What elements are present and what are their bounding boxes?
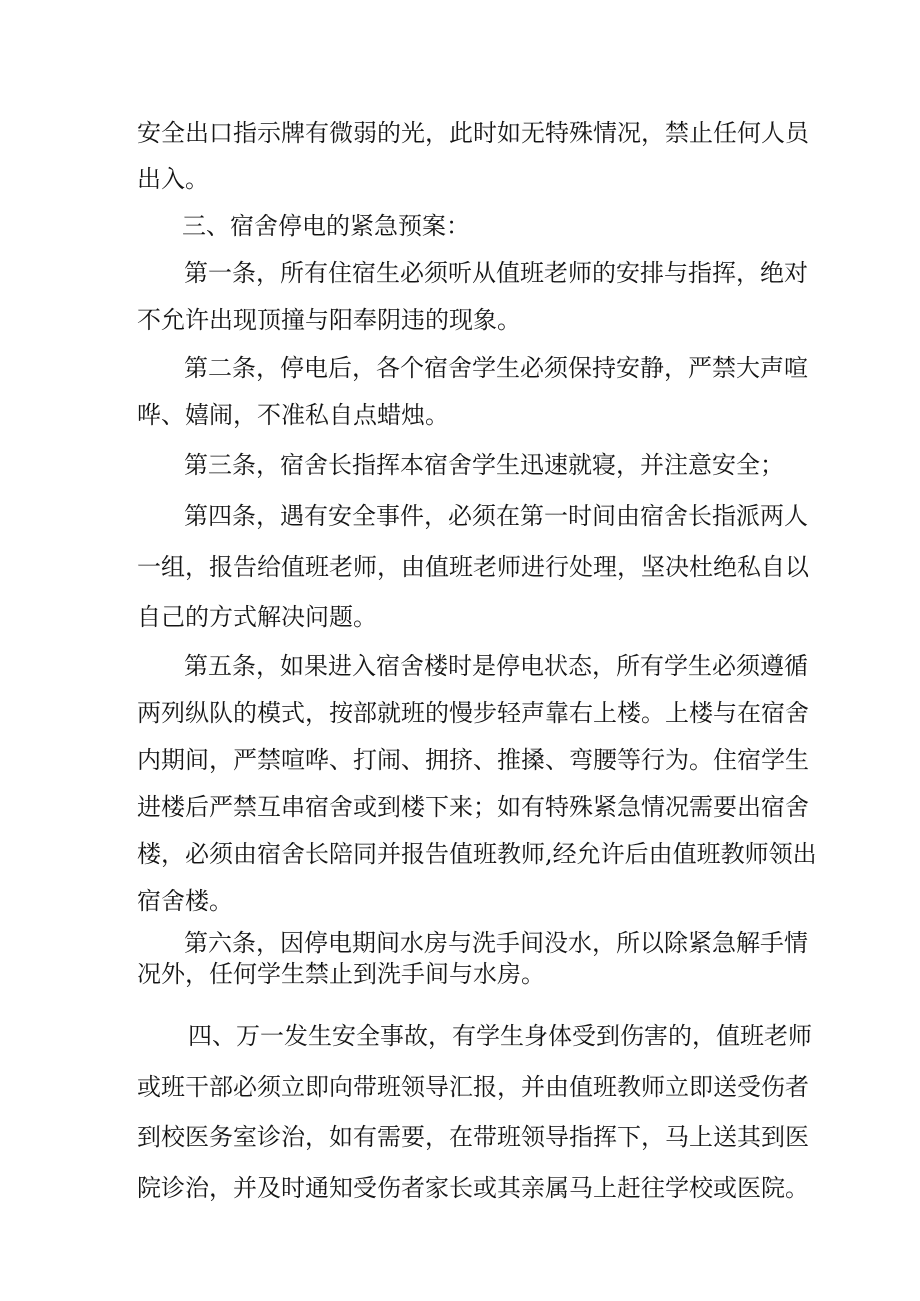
- paragraph-line: 第六条，因停电期间水房与洗手间没水，所以除紧急解手情: [184, 929, 808, 957]
- paragraph-line: 第一条，所有住宿生必须听从值班老师的安排与指挥，绝对: [184, 259, 808, 287]
- paragraph-line: 安全出口指示牌有微弱的光，此时如无特殊情况，禁止任何人员: [137, 119, 809, 147]
- paragraph-line: 第二条，停电后，各个宿舍学生必须保持安静，严禁大声喧: [184, 354, 808, 382]
- paragraph-line: 第四条，遇有安全事件，必须在第一时间由宿舍长指派两人: [184, 502, 808, 530]
- paragraph-line: 两列纵队的模式，按部就班的慢步轻声靠右上楼。上楼与在宿舍: [137, 699, 809, 727]
- paragraph-line: 楼，必须由宿舍长陪同并报告值班教师,经允许后由值班教师领出: [137, 840, 817, 868]
- paragraph-line: 或班干部必须立即向带班领导汇报，并由值班教师立即送受伤者: [137, 1073, 809, 1101]
- paragraph-line: 哗、嬉闹，不准私自点蜡烛。: [137, 401, 449, 429]
- section-heading: 四、万一发生安全事故，有学生身体受到伤害的，值班老师: [188, 1022, 812, 1050]
- paragraph-line: 宿舍楼。: [137, 887, 233, 915]
- paragraph-line: 第三条，宿舍长指挥本宿舍学生迅速就寝，并注意安全；: [184, 451, 784, 479]
- paragraph-line: 一组，报告给值班老师，由值班老师进行处理，坚决杜绝私自以: [137, 553, 809, 581]
- paragraph-line: 出入。: [137, 165, 209, 193]
- paragraph-line: 况外，任何学生禁止到洗手间与水房。: [137, 960, 545, 988]
- paragraph-line: 到校医务室诊治，如有需要，在带班领导指挥下，马上送其到医: [137, 1123, 809, 1151]
- paragraph-line: 院诊治，并及时通知受伤者家长或其亲属马上赶往学校或医院。: [137, 1174, 809, 1202]
- paragraph-line: 不允许出现顶撞与阳奉阴违的现象。: [137, 306, 521, 334]
- paragraph-line: 内期间，严禁喧哗、打闹、拥挤、推搡、弯腰等行为。住宿学生: [137, 746, 809, 774]
- paragraph-line: 进楼后严禁互串宿舍或到楼下来；如有特殊紧急情况需要出宿舍: [137, 793, 809, 821]
- paragraph-line: 第五条，如果进入宿舍楼时是停电状态，所有学生必须遵循: [184, 652, 808, 680]
- section-heading: 三、宿舍停电的紧急预案：: [182, 212, 470, 240]
- paragraph-line: 自己的方式解决问题。: [137, 603, 377, 631]
